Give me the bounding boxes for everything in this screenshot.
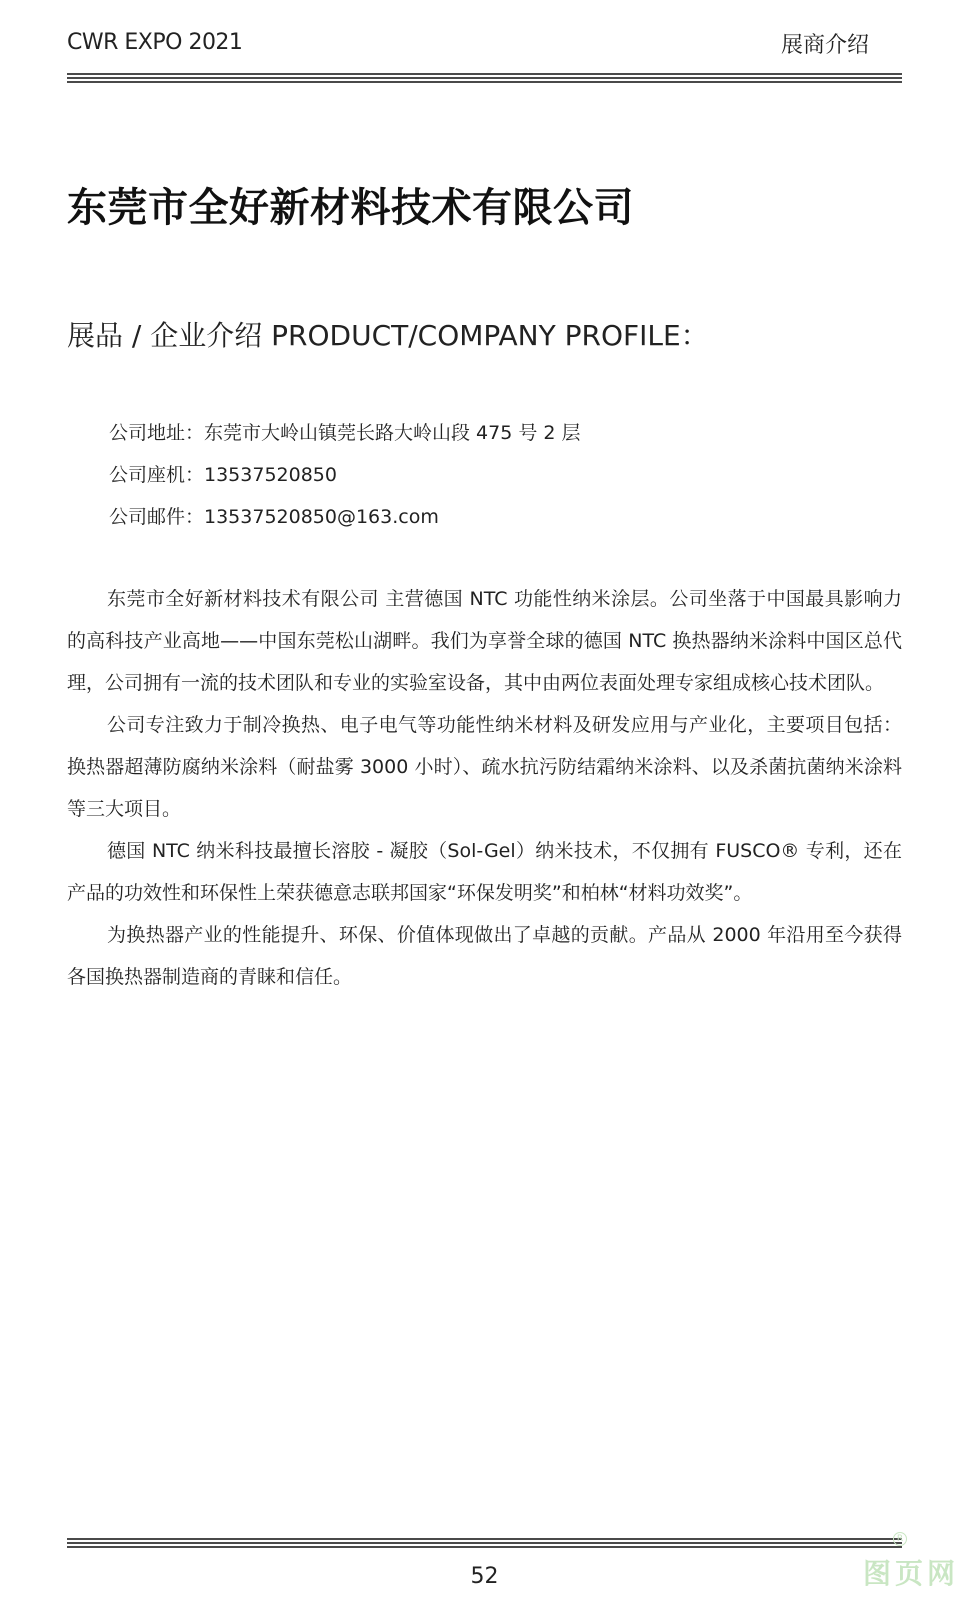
paragraph: 德国 NTC 纳米科技最擅长溶胶 - 凝胶（Sol-Gel）纳米技术，不仅拥有 FUSCO® 专利，还在产品的功效性和环保性上荣获德意志联邦国家“环保发明奖”和柏林“材料功效奖”。 xyxy=(67,840,902,904)
contact-address: 公司地址：东莞市大岭山镇莞长路大岭山段 475 号 2 层 xyxy=(109,422,581,444)
paragraph: 东莞市全好新材料技术有限公司 主营德国 NTC 功能性纳米涂层。公司坐落于中国最具影响力的高科技产业高地——中国东莞松山湖畔。我们为享誉全球的德国 NTC 换热器纳米涂料中国区总代理，公司拥有一流的技术团队和专业的实验室设备，其中由两位表面处理专家组成核心技术团队。 xyxy=(67,588,902,694)
paragraph: 公司专注致力于制冷换热、电子电气等功能性纳米材料及研发应用与产业化，主要项目包括：换热器超薄防腐纳米涂料（耐盐雾 3000 小时）、疏水抗污防结霜纳米涂料、以及杀菌抗菌纳米涂料等三大项目。 xyxy=(67,714,902,820)
section-heading: 展品 / 企业介绍 PRODUCT/COMPANY PROFILE： xyxy=(67,319,709,352)
header-event-title: CWR EXPO 2021 xyxy=(67,30,243,55)
contact-email: 公司邮件：13537520850@163.com xyxy=(109,506,439,528)
company-title: 东莞市全好新材料技术有限公司 xyxy=(67,185,634,231)
contact-phone: 公司座机：13537520850 xyxy=(109,464,337,486)
watermark-logo: 图页网 xyxy=(862,1557,959,1590)
footer-divider xyxy=(67,1538,902,1550)
header-section-title: 展商介绍 xyxy=(780,33,869,58)
contact-info xyxy=(109,412,581,538)
paragraph: 为换热器产业的性能提升、环保、价值体现做出了卓越的贡献。产品从 2000 年沿用至今获得各国换热器制造商的青睐和信任。 xyxy=(67,924,902,988)
company-description xyxy=(67,578,902,998)
header-divider xyxy=(67,73,902,85)
page-number: 52 xyxy=(470,1564,499,1589)
registered-mark: R xyxy=(893,1532,907,1546)
